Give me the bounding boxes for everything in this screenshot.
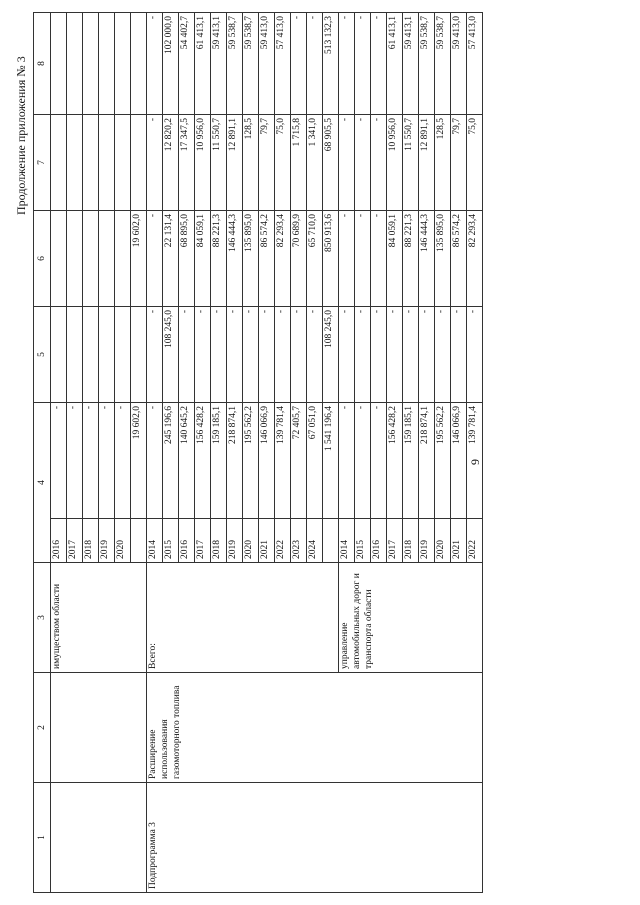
col7-value: - <box>339 115 355 211</box>
year-cell: 2018 <box>83 519 99 563</box>
col8-value: 59 413,1 <box>211 13 227 115</box>
col5-value <box>131 307 147 403</box>
col8-value <box>131 13 147 115</box>
col7-value: 128,5 <box>435 115 451 211</box>
appendix-title: Продолжение приложения № 3 <box>14 56 28 215</box>
col5-value: - <box>243 307 259 403</box>
column-header-5: 5 <box>34 307 51 403</box>
col5-value: - <box>467 307 483 403</box>
col4-value: 245 196,6 <box>163 403 179 519</box>
col5-value: - <box>275 307 291 403</box>
year-cell: 2018 <box>403 519 419 563</box>
col6-value <box>51 211 67 307</box>
col5-value: - <box>259 307 275 403</box>
year-cell: 2019 <box>419 519 435 563</box>
col7-value <box>67 115 83 211</box>
col5-value: - <box>227 307 243 403</box>
total-label: Всего: <box>147 563 339 673</box>
col8-value: 59 413,0 <box>259 13 275 115</box>
col5-value: - <box>419 307 435 403</box>
year-cell: 2021 <box>451 519 467 563</box>
col5-value: 108 245,0 <box>163 307 179 403</box>
col6-value: - <box>147 211 163 307</box>
col6-value: 135 895,0 <box>435 211 451 307</box>
col6-value: 22 131,4 <box>163 211 179 307</box>
col4-value: 218 874,1 <box>419 403 435 519</box>
col5-value: - <box>371 307 387 403</box>
col8-value: 102 000,0 <box>163 13 179 115</box>
year-cell: 2014 <box>339 519 355 563</box>
col4-value: - <box>115 403 131 519</box>
col6-value: - <box>355 211 371 307</box>
col4-value: 1 541 196,4 <box>323 403 339 519</box>
col4-value: - <box>355 403 371 519</box>
table-body <box>34 13 483 893</box>
col8-value: 57 413,0 <box>467 13 483 115</box>
column-header-2: 2 <box>34 673 51 783</box>
col6-value: 88 221,3 <box>403 211 419 307</box>
col8-value: 59 538,7 <box>419 13 435 115</box>
col7-value <box>83 115 99 211</box>
col6-value: 68 895,0 <box>179 211 195 307</box>
col8-value: 57 413,0 <box>275 13 291 115</box>
column-header-4: 4 <box>34 403 51 563</box>
col8-value: 61 413,1 <box>387 13 403 115</box>
col8-value: 513 132,3 <box>323 13 339 115</box>
col6-value: 82 293,4 <box>467 211 483 307</box>
col8-value: 59 413,1 <box>403 13 419 115</box>
col4-value: 67 051,0 <box>307 403 323 519</box>
year-cell: 2021 <box>259 519 275 563</box>
year-cell: 2019 <box>99 519 115 563</box>
col6-value: 146 444,3 <box>419 211 435 307</box>
subprogram-title: Расширение использования газомоторного топлива <box>147 673 483 783</box>
year-cell: 2017 <box>195 519 211 563</box>
col4-value: 146 066,9 <box>451 403 467 519</box>
col4-value: - <box>99 403 115 519</box>
table-row <box>147 13 163 893</box>
col8-value <box>67 13 83 115</box>
col3-property-text: имуществом области <box>51 563 147 673</box>
col7-value: - <box>147 115 163 211</box>
year-cell: 2015 <box>355 519 371 563</box>
col5-value: - <box>387 307 403 403</box>
col8-value <box>51 13 67 115</box>
col6-value: 82 293,4 <box>275 211 291 307</box>
col8-value: 61 413,1 <box>195 13 211 115</box>
col7-value: 11 550,7 <box>403 115 419 211</box>
year-cell: 2020 <box>115 519 131 563</box>
col8-value: - <box>339 13 355 115</box>
year-cell: 2015 <box>163 519 179 563</box>
col7-value: 68 905,5 <box>323 115 339 211</box>
col4-value: - <box>83 403 99 519</box>
col6-value: 84 059,1 <box>195 211 211 307</box>
col4-value: - <box>147 403 163 519</box>
col8-value <box>115 13 131 115</box>
col8-value: - <box>355 13 371 115</box>
col4-value: 159 185,1 <box>211 403 227 519</box>
col6-value: 135 895,0 <box>243 211 259 307</box>
col8-value <box>83 13 99 115</box>
col5-value: - <box>355 307 371 403</box>
column-header-8: 8 <box>34 13 51 115</box>
col4-value: 139 781,4 <box>467 403 483 519</box>
col6-value <box>67 211 83 307</box>
col8-value: - <box>291 13 307 115</box>
col5-value: - <box>195 307 211 403</box>
year-cell: 2017 <box>67 519 83 563</box>
agency-label: управление автомобильных дорог и транспорта области <box>339 563 483 673</box>
col7-value <box>115 115 131 211</box>
col7-value: 79,7 <box>451 115 467 211</box>
col7-value: 1 715,8 <box>291 115 307 211</box>
col5-value <box>83 307 99 403</box>
col6-value <box>83 211 99 307</box>
col7-value: 10 956,0 <box>195 115 211 211</box>
col6-value <box>99 211 115 307</box>
col2-empty <box>51 673 147 783</box>
col8-value: 59 413,0 <box>451 13 467 115</box>
col4-value: 156 428,2 <box>387 403 403 519</box>
col5-value <box>99 307 115 403</box>
col6-value: 19 602,0 <box>131 211 147 307</box>
col4-value: - <box>67 403 83 519</box>
subprogram-label: Подпрограмма 3 <box>147 783 483 893</box>
year-cell: 2016 <box>51 519 67 563</box>
col8-value: 54 402,7 <box>179 13 195 115</box>
col6-value: 146 444,3 <box>227 211 243 307</box>
col8-value: 59 538,7 <box>243 13 259 115</box>
col7-value: 17 347,5 <box>179 115 195 211</box>
col7-value: 128,5 <box>243 115 259 211</box>
column-header-6: 6 <box>34 211 51 307</box>
col7-value: 10 956,0 <box>387 115 403 211</box>
col6-value: 86 574,2 <box>451 211 467 307</box>
col7-value: 11 550,7 <box>211 115 227 211</box>
year-cell: 2020 <box>435 519 451 563</box>
col6-value: - <box>339 211 355 307</box>
col5-value: - <box>451 307 467 403</box>
year-cell: 2016 <box>179 519 195 563</box>
col4-value: 195 562,2 <box>435 403 451 519</box>
col8-value <box>99 13 115 115</box>
year-cell: 2018 <box>211 519 227 563</box>
year-cell: 2023 <box>291 519 307 563</box>
col4-value: 159 185,1 <box>403 403 419 519</box>
col6-value: 850 913,6 <box>323 211 339 307</box>
col7-value: 75,0 <box>275 115 291 211</box>
col5-value <box>67 307 83 403</box>
col6-value: - <box>371 211 387 307</box>
year-cell <box>131 519 147 563</box>
table-row <box>51 13 67 893</box>
column-header-row <box>34 13 51 893</box>
col5-value: - <box>179 307 195 403</box>
year-cell: 2022 <box>467 519 483 563</box>
col7-value: 75,0 <box>467 115 483 211</box>
col7-value: 12 891,1 <box>227 115 243 211</box>
column-header-1: 1 <box>34 783 51 893</box>
col4-value: 139 781,4 <box>275 403 291 519</box>
col7-value: 12 891,1 <box>419 115 435 211</box>
col8-value: - <box>371 13 387 115</box>
col8-value: - <box>307 13 323 115</box>
col5-value: - <box>211 307 227 403</box>
col1-empty <box>51 783 147 893</box>
col5-value: - <box>307 307 323 403</box>
year-cell: 2016 <box>371 519 387 563</box>
year-cell <box>323 519 339 563</box>
col5-value: 108 245,0 <box>323 307 339 403</box>
col5-value: - <box>339 307 355 403</box>
col6-value: 86 574,2 <box>259 211 275 307</box>
col7-value <box>99 115 115 211</box>
col8-value: 59 538,7 <box>435 13 451 115</box>
col5-value: - <box>147 307 163 403</box>
col4-value: - <box>339 403 355 519</box>
col4-value: - <box>371 403 387 519</box>
col8-value: - <box>147 13 163 115</box>
page-number: 9 <box>468 459 482 465</box>
col4-value: 218 874,1 <box>227 403 243 519</box>
col5-value <box>51 307 67 403</box>
col6-value: 65 710,0 <box>307 211 323 307</box>
col4-value: 156 428,2 <box>195 403 211 519</box>
year-cell: 2014 <box>147 519 163 563</box>
col6-value: 88 221,3 <box>211 211 227 307</box>
col4-value: 140 645,2 <box>179 403 195 519</box>
col8-value: 59 538,7 <box>227 13 243 115</box>
col7-value: 12 820,2 <box>163 115 179 211</box>
budget-table <box>33 12 483 893</box>
col6-value: 70 689,9 <box>291 211 307 307</box>
col7-value: - <box>371 115 387 211</box>
col7-value: 1 341,0 <box>307 115 323 211</box>
year-cell: 2024 <box>307 519 323 563</box>
col4-value: 19 602,0 <box>131 403 147 519</box>
col5-value: - <box>291 307 307 403</box>
col5-value <box>115 307 131 403</box>
col4-value: 72 405,7 <box>291 403 307 519</box>
col4-value: - <box>51 403 67 519</box>
col4-value: 195 562,2 <box>243 403 259 519</box>
year-cell: 2019 <box>227 519 243 563</box>
col6-value: 84 059,1 <box>387 211 403 307</box>
column-header-7: 7 <box>34 115 51 211</box>
col6-value <box>115 211 131 307</box>
col5-value: - <box>435 307 451 403</box>
col4-value: 146 066,9 <box>259 403 275 519</box>
col7-value: - <box>355 115 371 211</box>
col5-value: - <box>403 307 419 403</box>
year-cell: 2022 <box>275 519 291 563</box>
year-cell: 2020 <box>243 519 259 563</box>
column-header-3: 3 <box>34 563 51 673</box>
col7-value <box>51 115 67 211</box>
col7-value: 79,7 <box>259 115 275 211</box>
col7-value <box>131 115 147 211</box>
year-cell: 2017 <box>387 519 403 563</box>
